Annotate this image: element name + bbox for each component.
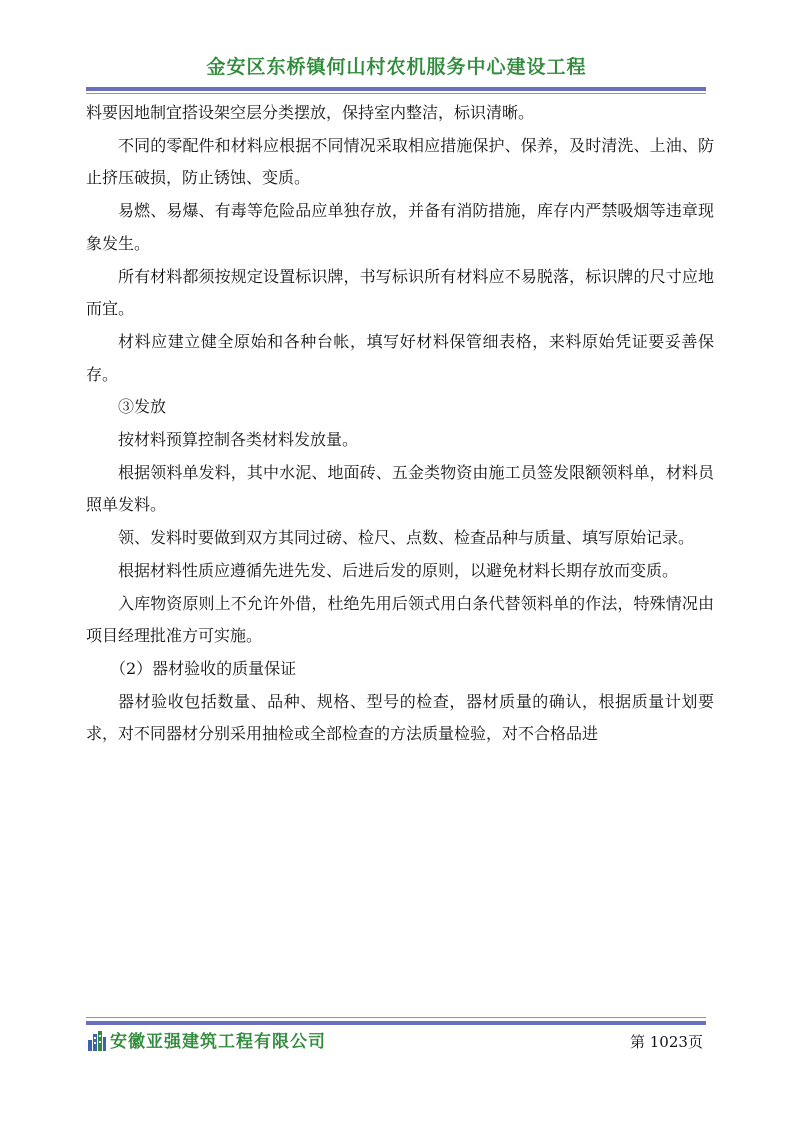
body-paragraph: 根据材料性质应遵循先进先发、后进后发的原则，以避免材料长期存放而变质。 — [118, 560, 679, 580]
footer-company-name: 安徽亚强建筑工程有限公司 — [110, 1032, 326, 1052]
body-paragraph: 器材验收包括数量、品种、规格、型号的检查，器材质量的确认，根据质量计划要求，对不同器材分别采用抽检或全部检查的方法质量检验，对不合格品进 — [86, 691, 714, 744]
body-paragraph: 按材料预算控制各类材料发放量。 — [118, 430, 359, 450]
body-paragraph: 所有材料都须按规定设置标识牌，书写标识所有材料应不易脱落，标识牌的尺寸应地而宜。 — [86, 266, 714, 319]
body-paragraph: 不同的零配件和材料应根据不同情况采取相应措施保护、保养，及时清洗、上油、防止挤压破损，防止锈蚀、变质。 — [86, 135, 714, 188]
body-paragraph: 易燃、易爆、有毒等危险品应单独存放，并备有消防措施，库存内严禁吸烟等违章现象发生。 — [86, 201, 714, 253]
footer-page-number: 第 1023页 — [630, 1033, 703, 1051]
body-paragraph: 根据领料单发料，其中水泥、地面砖、五金类物资由施工员签发限额领料单，材料员照单发料。 — [86, 462, 714, 515]
document-body — [86, 97, 714, 751]
header-rule-thick — [86, 87, 706, 91]
body-paragraph: 入库物资原则上不允许外借，杜绝先用后领式用白条代替领料单的作法，特殊情况由项目经理批准方可实施。 — [86, 593, 714, 646]
footer-rule-thin — [86, 1017, 706, 1018]
body-paragraph: 料要因地制宜搭设架空层分类摆放，保持室内整洁，标识清晰。 — [86, 103, 535, 122]
header-rule-thin — [86, 93, 706, 94]
body-paragraph: 材料应建立健全原始和各种台帐，填写好材料保管细表格，来料原始凭证要妥善保存。 — [86, 331, 714, 384]
section-heading: ③发放 — [118, 397, 167, 417]
body-paragraph: 领、发料时要做到双方其同过磅、检尺、点数、检查品种与质量、填写原始记录。 — [118, 528, 695, 548]
section-heading: （2）器材验收的质量保证 — [110, 658, 297, 678]
building-logo-icon — [88, 1031, 106, 1051]
footer-rule-thick — [86, 1021, 706, 1025]
page-header-title: 金安区东桥镇何山村农机服务中心建设工程 — [206, 56, 587, 78]
